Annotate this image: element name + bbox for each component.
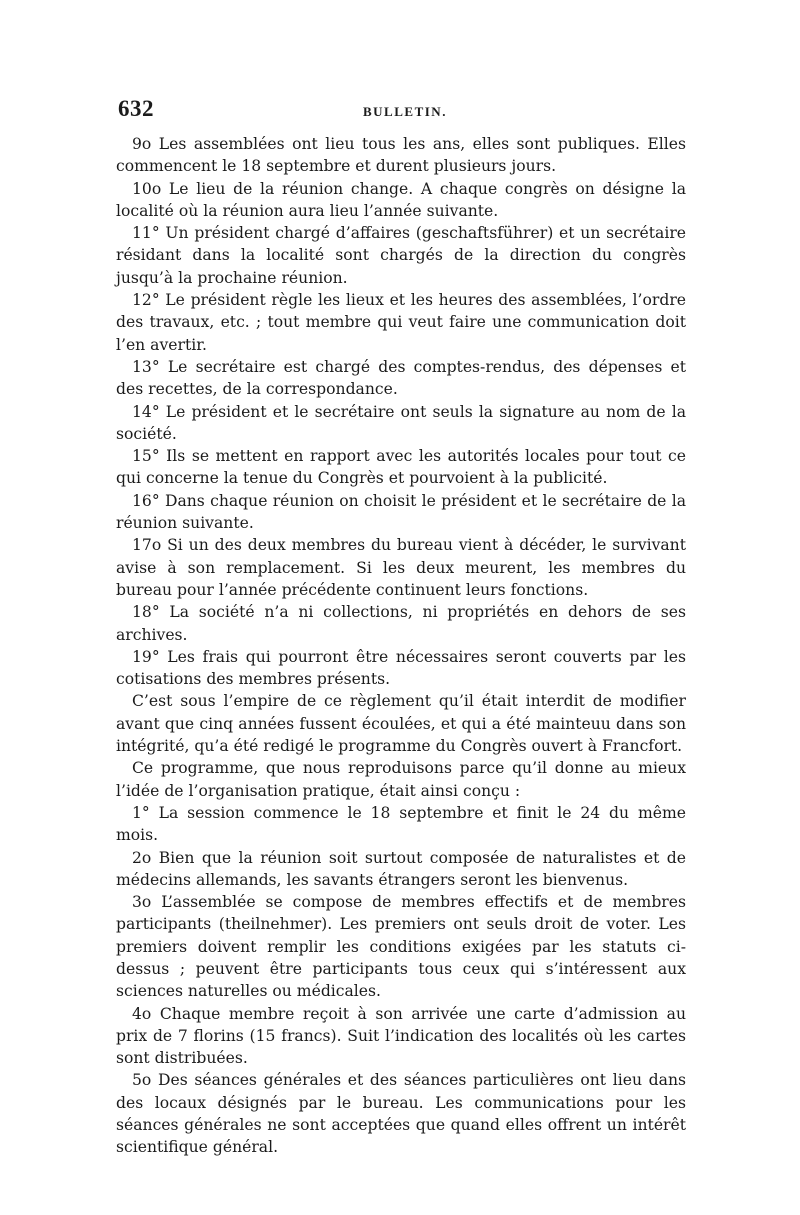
paragraph-programme-intro: Ce programme, que nous reproduisons parce qu’il donne au mieux l’idée de l’organisation pratique, était ainsi conçu :: [116, 759, 686, 800]
paragraph-article-11: 11° Un président chargé d’affaires (geschaftsführer) et un secrétaire résidant dans la localité sont chargés de la direction du congrès jusqu’à la prochaine réunion.: [116, 224, 686, 287]
paragraph-article-9: 9o Les assemblées ont lieu tous les ans, elles sont publiques. Elles commencent le 18 septembre et durent plusieurs jours.: [116, 135, 686, 176]
paragraph-article-19: 19° Les frais qui pourront être nécessaires seront couverts par les cotisations des membres présents.: [116, 647, 686, 689]
paragraph-article-15: 15° Ils se mettent en rapport avec les autorités locales pour tout ce qui concerne la tenue du Congrès et pourvoient à la publicité.: [116, 447, 686, 488]
body-text: [116, 133, 686, 1159]
paragraph-programme-4: 4o Chaque membre reçoit à son arrivée une carte d’admission au prix de 7 florins (15 francs). Suit l’indication des localités où les cartes sont distribuées.: [116, 1004, 686, 1068]
paragraph-article-18: 18° La société n’a ni collections, ni propriétés en dehors de ses archives.: [116, 603, 686, 644]
paragraph-article-12: 12° Le président règle les lieux et les heures des assemblées, l’ordre des travaux, etc. ; tout membre qui veut faire une communication doit l’en avertir.: [116, 291, 686, 354]
paragraph-programme-3: 3o L’assemblée se compose de membres effectifs et de membres participants (theilnehmer). Les premiers ont seuls droit de voter. Les premiers doivent remplir les conditions exigées par les statuts ci-dessus ; peuvent être participants tous ceux qui s’intéressent aux sciences naturelles ou médicales.: [116, 893, 686, 1001]
running-title: BULLETIN.: [363, 104, 447, 119]
paragraph-programme-1: 1° La session commence le 18 septembre et finit le 24 du même mois.: [116, 803, 686, 845]
paragraph-programme-2: 2o Bien que la réunion soit surtout composée de naturalistes et de médecins allemands, les savants étrangers seront les bienvenus.: [116, 848, 686, 889]
paragraph-article-14: 14° Le président et le secrétaire ont seuls la signature au nom de la société.: [116, 402, 686, 443]
page-header: [118, 96, 688, 126]
paragraph-reglement: C’est sous l’empire de ce règlement qu’il était interdit de modifier avant que cinq années fussent écoulées, et qui a été mainteuu dans son intégrité, qu’a été redigé le programme du Congrès ouvert à Francfort.: [116, 692, 686, 756]
page-number: 632: [118, 96, 154, 121]
paragraph-programme-5: 5o Des séances générales et des séances particulières ont lieu dans des locaux désignés par le bureau. Les communications pour les séances générales ne sont acceptées que quand elles offrent un intérêt scientifique général.: [116, 1071, 686, 1157]
paragraph-article-13: 13° Le secrétaire est chargé des comptes-rendus, des dépenses et des recettes, de la correspondance.: [116, 357, 686, 399]
paragraph-article-10: 10o Le lieu de la réunion change. A chaque congrès on désigne la localité où la réunion aura lieu l’année suivante.: [116, 179, 686, 220]
paragraph-article-16: 16° Dans chaque réunion on choisit le président et le secrétaire de la réunion suivante.: [116, 491, 686, 533]
paragraph-article-17: 17o Si un des deux membres du bureau vient à décéder, le survivant avise à son remplacement. Si les deux meurent, les membres du bureau pour l’année précédente continuent leurs fonctions.: [116, 536, 686, 599]
